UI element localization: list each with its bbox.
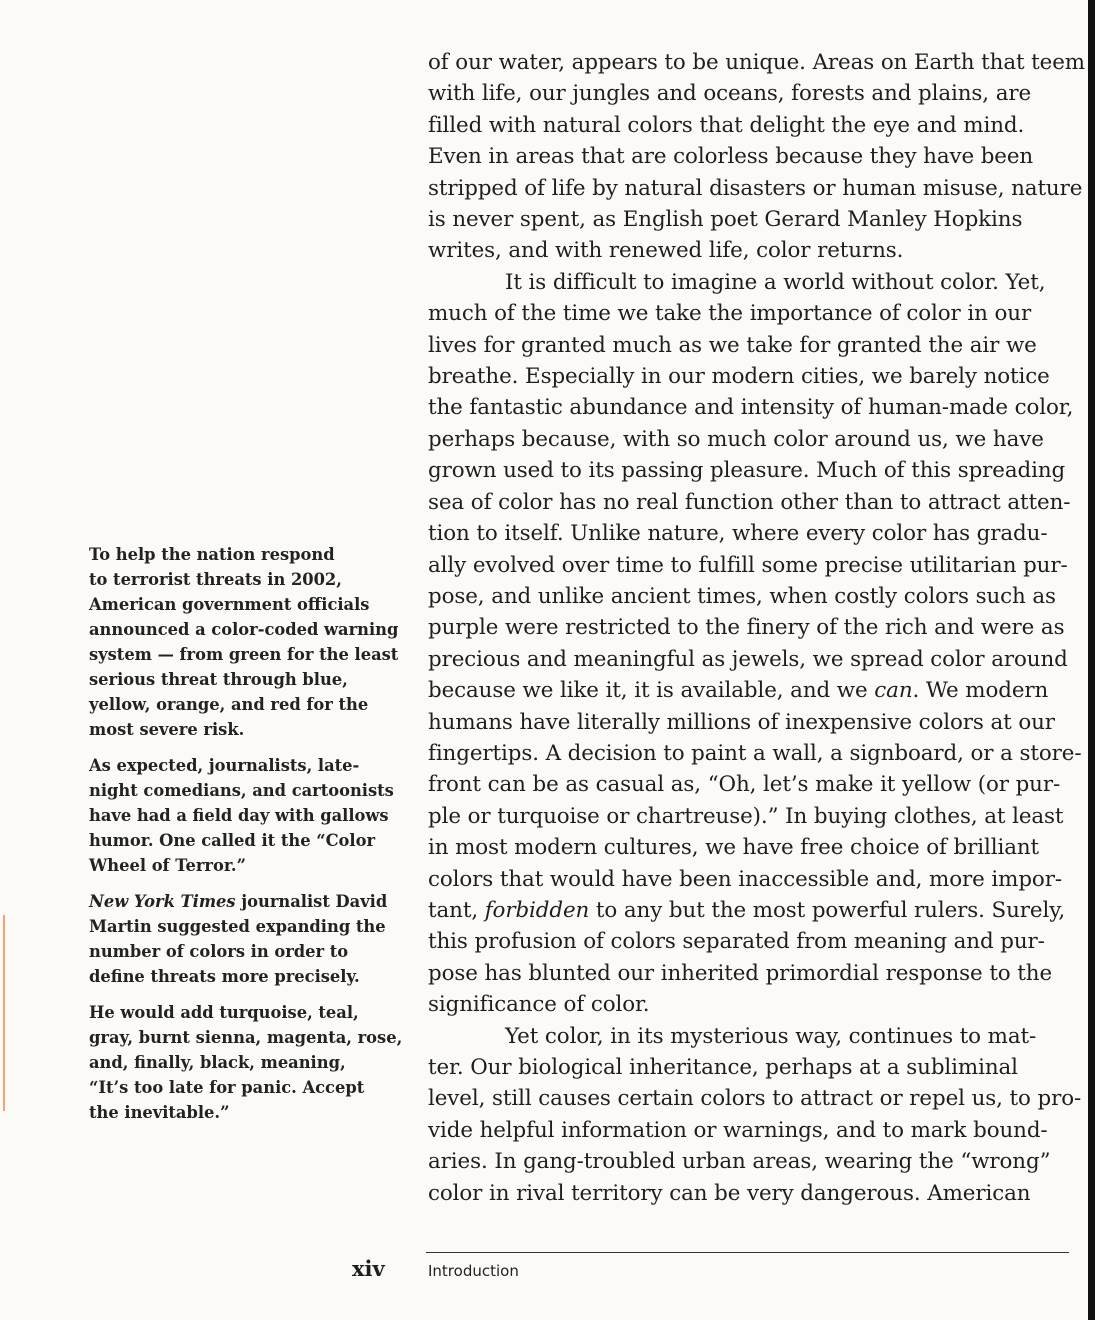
body-line: ally evolved over time to fulfill some precise utilitarian pur- <box>428 552 1068 578</box>
sidebar-line: announced a color-coded warning <box>89 620 399 639</box>
sidebar-line: to terrorist threats in 2002, <box>89 570 342 589</box>
sidebar-line: have had a field day with gallows <box>89 806 389 825</box>
body-line: ple or turquoise or chartreuse).” In buying clothes, at least <box>428 803 1064 829</box>
sidebar-paragraph <box>89 889 389 989</box>
body-line: filled with natural colors that delight the eye and mind. <box>428 112 1025 138</box>
sidebar-line-part: journalist David <box>235 892 388 911</box>
body-line: breathe. Especially in our modern cities, we barely notice <box>428 364 1050 390</box>
publication-title: New York Times <box>89 892 236 911</box>
sidebar-line: number of colors in order to <box>89 942 349 961</box>
body-line: perhaps because, with so much color around us, we have <box>428 426 1044 452</box>
main-body-text <box>428 47 1085 1209</box>
body-line: aries. In gang-troubled urban areas, wearing the “wrong” <box>428 1149 1051 1175</box>
body-line: front can be as casual as, “Oh, let’s make it yellow (or pur- <box>428 772 1061 798</box>
sidebar-line: Martin suggested expanding the <box>89 917 386 936</box>
emphasis-can: can <box>874 678 913 704</box>
body-line-part: tant, <box>428 897 485 923</box>
sidebar-paragraph <box>89 1000 403 1125</box>
body-line: is never spent, as English poet Gerard Manley Hopkins <box>428 207 1023 233</box>
sidebar-line: To help the nation respond <box>89 545 335 564</box>
body-line: the fantastic abundance and intensity of human-made color, <box>428 395 1074 421</box>
body-line: pose has blunted our inherited primordial response to the <box>428 960 1053 986</box>
footer-divider <box>426 1252 1069 1253</box>
body-line <box>428 675 1068 706</box>
sidebar-line: night comedians, and cartoonists <box>89 781 394 800</box>
body-line: colors that would have been inaccessible and, more impor- <box>428 866 1062 892</box>
body-line: humans have literally millions of inexpensive colors at our <box>428 709 1055 735</box>
body-line: lives for granted much as we take for granted the air we <box>428 332 1037 358</box>
body-line: precious and meaningful as jewels, we spread color around <box>428 646 1068 672</box>
sidebar-line: Wheel of Terror.” <box>89 856 246 875</box>
body-line: in most modern cultures, we have free choice of brilliant <box>428 835 1040 861</box>
sidebar-line: serious threat through blue, <box>89 670 348 689</box>
body-line: It is difficult to imagine a world without color. Yet, <box>505 269 1046 295</box>
body-line: this profusion of colors separated from meaning and pur- <box>428 929 1045 955</box>
emphasis-forbidden: forbidden <box>484 897 590 923</box>
body-line: vide helpful information or warnings, and to mark bound- <box>428 1117 1048 1143</box>
body-line: much of the time we take the importance of color in our <box>428 301 1032 327</box>
sidebar-line: humor. One called it the “Color <box>89 831 376 850</box>
sidebar-line: “It’s too late for panic. Accept <box>89 1078 365 1097</box>
sidebar-paragraph <box>89 542 399 742</box>
page-edge-shadow <box>1088 0 1095 1320</box>
sidebar-line: and, finally, black, meaning, <box>89 1053 346 1072</box>
sidebar-line: As expected, journalists, late- <box>89 756 360 775</box>
body-line: of our water, appears to be unique. Areas on Earth that teem <box>428 50 1085 75</box>
body-line: fingertips. A decision to paint a wall, a signboard, or a store- <box>428 740 1082 766</box>
body-line: Yet color, in its mysterious way, continues to mat- <box>505 1023 1037 1049</box>
body-line: writes, and with renewed life, color returns. <box>428 238 904 264</box>
sidebar-line: most severe risk. <box>89 720 245 739</box>
body-line: color in rival territory can be very dangerous. American <box>428 1180 1031 1206</box>
body-line: with life, our jungles and oceans, forests and plains, are <box>428 81 1032 107</box>
body-line: purple were restricted to the finery of the rich and were as <box>428 615 1065 641</box>
sidebar-line: the inevitable.” <box>89 1103 230 1122</box>
body-line: stripped of life by natural disasters or human misuse, nature <box>428 175 1083 201</box>
body-line: Even in areas that are colorless because they have been <box>428 144 1034 170</box>
body-line: pose, and unlike ancient times, when costly colors such as <box>428 583 1056 609</box>
sidebar-line: gray, burnt sienna, magenta, rose, <box>89 1028 403 1047</box>
body-line: ter. Our biological inheritance, perhaps at a subliminal <box>428 1055 1018 1080</box>
sidebar-line: American government officials <box>89 595 370 614</box>
body-line: grown used to its passing pleasure. Much of this spreading <box>428 458 1066 484</box>
body-line <box>428 895 1068 926</box>
sidebar-line: define threats more precisely. <box>89 967 360 986</box>
body-line: tion to itself. Unlike nature, where every color has gradu- <box>428 521 1048 547</box>
running-footer-section: Introduction <box>428 1262 519 1280</box>
body-line-part: to any but the most powerful rulers. Surely, <box>589 897 1066 923</box>
sidebar-line: system — from green for the least <box>89 645 399 664</box>
sidebar-paragraph <box>89 753 394 878</box>
sidebar-line: yellow, orange, and red for the <box>89 695 369 714</box>
sidebar-line <box>89 889 389 914</box>
sidebar-line: He would add turquoise, teal, <box>89 1003 359 1022</box>
sidebar-note <box>89 542 403 1136</box>
body-line: significance of color. <box>428 992 650 1018</box>
body-line: level, still causes certain colors to attract or repel us, to pro- <box>428 1086 1082 1112</box>
margin-accent-rule <box>3 915 5 1111</box>
body-line: sea of color has no real function other than to attract atten- <box>428 489 1071 515</box>
body-line-part: because we like it, it is available, and we <box>428 678 875 704</box>
page-number: xiv <box>352 1256 385 1281</box>
body-line-part: . We modern <box>912 678 1049 704</box>
